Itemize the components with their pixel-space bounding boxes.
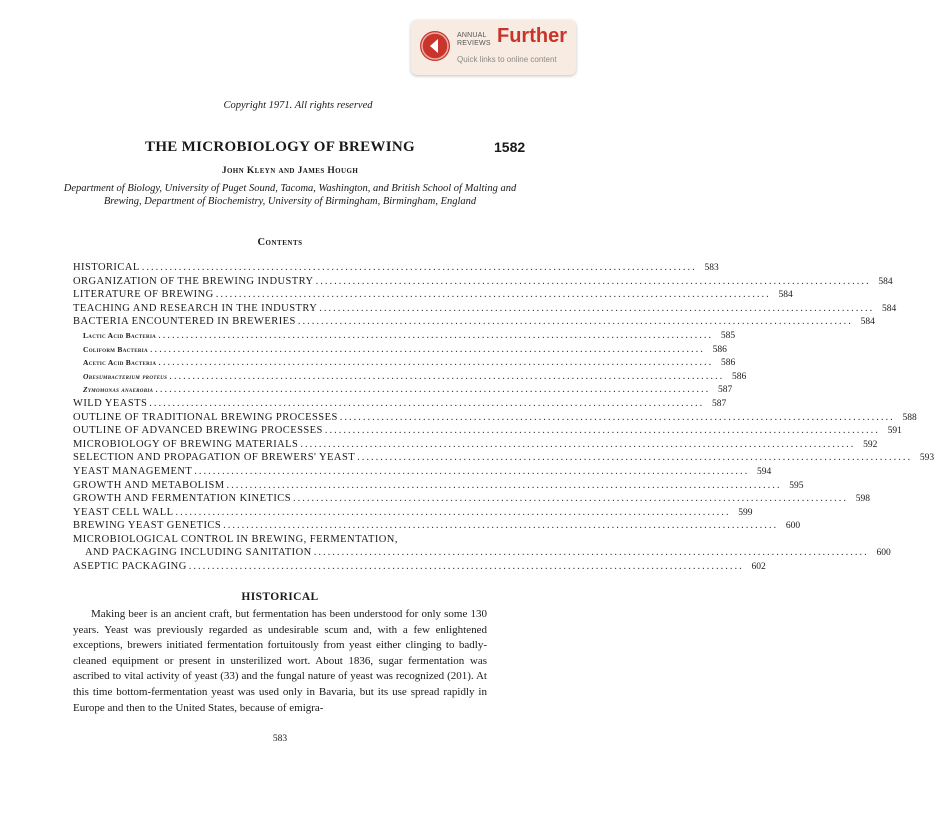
- article-title: THE MICROBIOLOGY OF BREWING: [145, 139, 415, 155]
- page-number: 583: [272, 734, 288, 744]
- toc-leader: ........................................................................................................................: [223, 520, 779, 532]
- left-arrow-circle-icon: [420, 31, 450, 61]
- toc-label: ASEPTIC PACKAGING: [73, 561, 187, 573]
- toc-leader: ........................................................................................................................: [155, 384, 711, 396]
- toc-label: YEAST CELL WALL: [73, 506, 174, 518]
- toc-page: 592: [863, 439, 878, 450]
- toc-label: MICROBIOLOGICAL CONTROL IN BREWING, FERMENTATION,: [73, 533, 398, 545]
- toc-label-continued: AND PACKAGING INCLUDING SANITATION: [85, 547, 312, 559]
- section-heading: HISTORICAL: [241, 591, 319, 603]
- toc-label: Acetic Acid Bacteria: [83, 358, 157, 368]
- toc-leader: ........................................................................................................................: [297, 316, 853, 328]
- toc-label: Obesumbacterium proteus: [83, 371, 168, 381]
- toc-leader: ........................................................................................................................: [141, 262, 697, 273]
- toc-page: 600: [876, 548, 891, 559]
- toc-leader: ........................................................................................................................: [188, 561, 744, 573]
- toc-entry-materials[interactable]: [73, 438, 878, 452]
- toc-page: 585: [720, 330, 736, 341]
- quick-links-tagline: Quick links to online content: [457, 55, 557, 64]
- toc-leader: ........................................................................................................................: [319, 302, 875, 314]
- toc-page: 593: [919, 453, 934, 464]
- toc-entry-kinetics[interactable]: [73, 492, 871, 506]
- toc-leader: ........................................................................................................................: [313, 547, 869, 559]
- toc-label: WILD YEASTS: [73, 397, 148, 409]
- toc-label: YEAST MANAGEMENT: [73, 465, 193, 477]
- toc-entry-historical[interactable]: [73, 261, 719, 275]
- toc-leader: ........................................................................................................................: [215, 289, 771, 301]
- toc-leader: ........................................................................................................................: [315, 275, 871, 287]
- toc-page: 587: [712, 398, 727, 409]
- toc-leader: ........................................................................................................................: [158, 357, 714, 369]
- toc-page: 584: [860, 317, 875, 328]
- toc-label: OUTLINE OF TRADITIONAL BREWING PROCESSES: [73, 411, 338, 423]
- toc-leader: ........................................................................................................................: [324, 425, 880, 437]
- toc-page: 584: [878, 276, 893, 287]
- toc-page: 598: [855, 494, 871, 505]
- toc-leader: ........................................................................................................................: [339, 411, 895, 423]
- toc-entry-cell-wall[interactable]: [73, 506, 753, 520]
- toc-page: 602: [751, 562, 766, 573]
- annual-reviews-wordmark: [457, 32, 491, 48]
- toc-leader: ........................................................................................................................: [175, 506, 731, 518]
- toc-page: 586: [731, 371, 747, 382]
- further-wordmark: Further: [497, 25, 567, 47]
- table-of-contents: [73, 261, 934, 574]
- toc-label: ORGANIZATION OF THE BREWING INDUSTRY: [73, 275, 314, 287]
- toc-entry-aseptic-packaging[interactable]: [73, 560, 766, 574]
- toc-entry-obesumbacterium[interactable]: [73, 370, 747, 384]
- toc-label: TEACHING AND RESEARCH IN THE INDUSTRY: [73, 302, 318, 314]
- toc-leader: ........................................................................................................................: [357, 452, 913, 464]
- toc-entry-selection-propagation[interactable]: [73, 451, 934, 465]
- toc-label: LITERATURE OF BREWING: [73, 289, 214, 301]
- toc-entry-advanced-processes[interactable]: [73, 424, 902, 438]
- toc-entry-microbiological-control-line1[interactable]: [73, 533, 487, 547]
- toc-leader: ........................................................................................................................: [149, 397, 705, 409]
- copyright-notice: Copyright 1971. All rights reserved: [223, 100, 373, 111]
- toc-entry-acetic-acid-bacteria[interactable]: [73, 356, 736, 370]
- toc-label: GROWTH AND METABOLISM: [73, 479, 225, 491]
- toc-page: 594: [757, 466, 772, 477]
- toc-label: SELECTION AND PROPAGATION OF BREWERS' YEAST: [73, 452, 356, 464]
- toc-entry-traditional-processes[interactable]: [73, 411, 917, 425]
- toc-entry-wild-yeasts[interactable]: [73, 397, 727, 411]
- toc-label: Zymomonas anaerobia: [83, 385, 154, 395]
- toc-leader: ........................................................................................................................: [194, 465, 750, 477]
- toc-label: HISTORICAL: [73, 262, 140, 273]
- toc-page: 591: [887, 426, 902, 437]
- toc-entry-growth-metabolism[interactable]: [73, 479, 804, 493]
- toc-entry-bacteria[interactable]: [73, 315, 875, 329]
- toc-page: 584: [882, 303, 897, 314]
- toc-page: 599: [738, 507, 753, 518]
- toc-entry-literature[interactable]: [73, 288, 793, 302]
- toc-label: Lactic Acid Bacteria: [83, 330, 157, 340]
- toc-page: 583: [704, 263, 719, 273]
- affiliation: Department of Biology, University of Puget Sound, Tacoma, Washington, and British School of Malting and Brewing, Department of Biochemistry, University of Birmingham, Birmingham, England: [63, 183, 517, 207]
- toc-entry-teaching[interactable]: [73, 302, 897, 316]
- toc-page: 595: [789, 480, 804, 491]
- toc-leader: ........................................................................................................................: [169, 370, 725, 382]
- toc-page: 587: [717, 385, 733, 396]
- toc-label: BACTERIA ENCOUNTERED IN BREWERIES: [73, 316, 296, 328]
- toc-page: 584: [778, 290, 793, 301]
- toc-page: 586: [721, 358, 736, 369]
- further-links-badge[interactable]: [411, 20, 576, 75]
- contents-heading: Contents: [257, 237, 303, 248]
- toc-page: 588: [902, 412, 917, 423]
- toc-entry-organization[interactable]: [73, 275, 893, 289]
- toc-page: 600: [785, 521, 801, 532]
- page-code: 1582: [494, 139, 526, 155]
- toc-entry-coliform-bacteria[interactable]: [73, 343, 727, 357]
- toc-label: GROWTH AND FERMENTATION KINETICS: [73, 493, 292, 505]
- toc-entry-yeast-management[interactable]: [73, 465, 772, 479]
- toc-label: OUTLINE OF ADVANCED BREWING PROCESSES: [73, 425, 323, 437]
- toc-leader: ........................................................................................................................: [300, 438, 856, 450]
- body-paragraph: Making beer is an ancient craft, but fermentation has been understood for only some 130 years. Yeast was previously regarded as undesirable scum and, with a few enlightened exceptions, brewers initiated fermentation fortuitously from yeast either clinging to badly-cleaned equipment or present in unsterilized wort. About 1836, sugar fermentation was ascribed to vital activity of yeast (33) and the fungal nature of yeast was recognized (201). At this time bottom-fermentation yeast was used only in Bavaria, but its use spread rapidly in Europe and then to the United States, because of emigra-: [73, 608, 487, 714]
- toc-label: Coliform Bacteria: [83, 344, 148, 354]
- toc-label: BREWING YEAST GENETICS: [73, 520, 222, 532]
- toc-entry-genetics[interactable]: [73, 519, 801, 533]
- toc-label: MICROBIOLOGY OF BREWING MATERIALS: [73, 438, 299, 450]
- publisher-line1: ANNUAL: [457, 32, 487, 39]
- toc-entry-microbiological-control-line2[interactable]: [73, 546, 891, 560]
- toc-entry-zymomonas[interactable]: [73, 383, 733, 397]
- authors: John Kleyn and James Hough: [221, 166, 359, 176]
- toc-leader: ........................................................................................................................: [226, 479, 782, 491]
- publisher-line2: REVIEWS: [457, 40, 491, 47]
- toc-leader: ........................................................................................................................: [149, 343, 705, 355]
- toc-leader: ........................................................................................................................: [293, 493, 849, 505]
- toc-page: 586: [712, 344, 727, 355]
- toc-leader: ........................................................................................................................: [158, 329, 714, 341]
- toc-entry-lactic-acid-bacteria[interactable]: [73, 329, 736, 343]
